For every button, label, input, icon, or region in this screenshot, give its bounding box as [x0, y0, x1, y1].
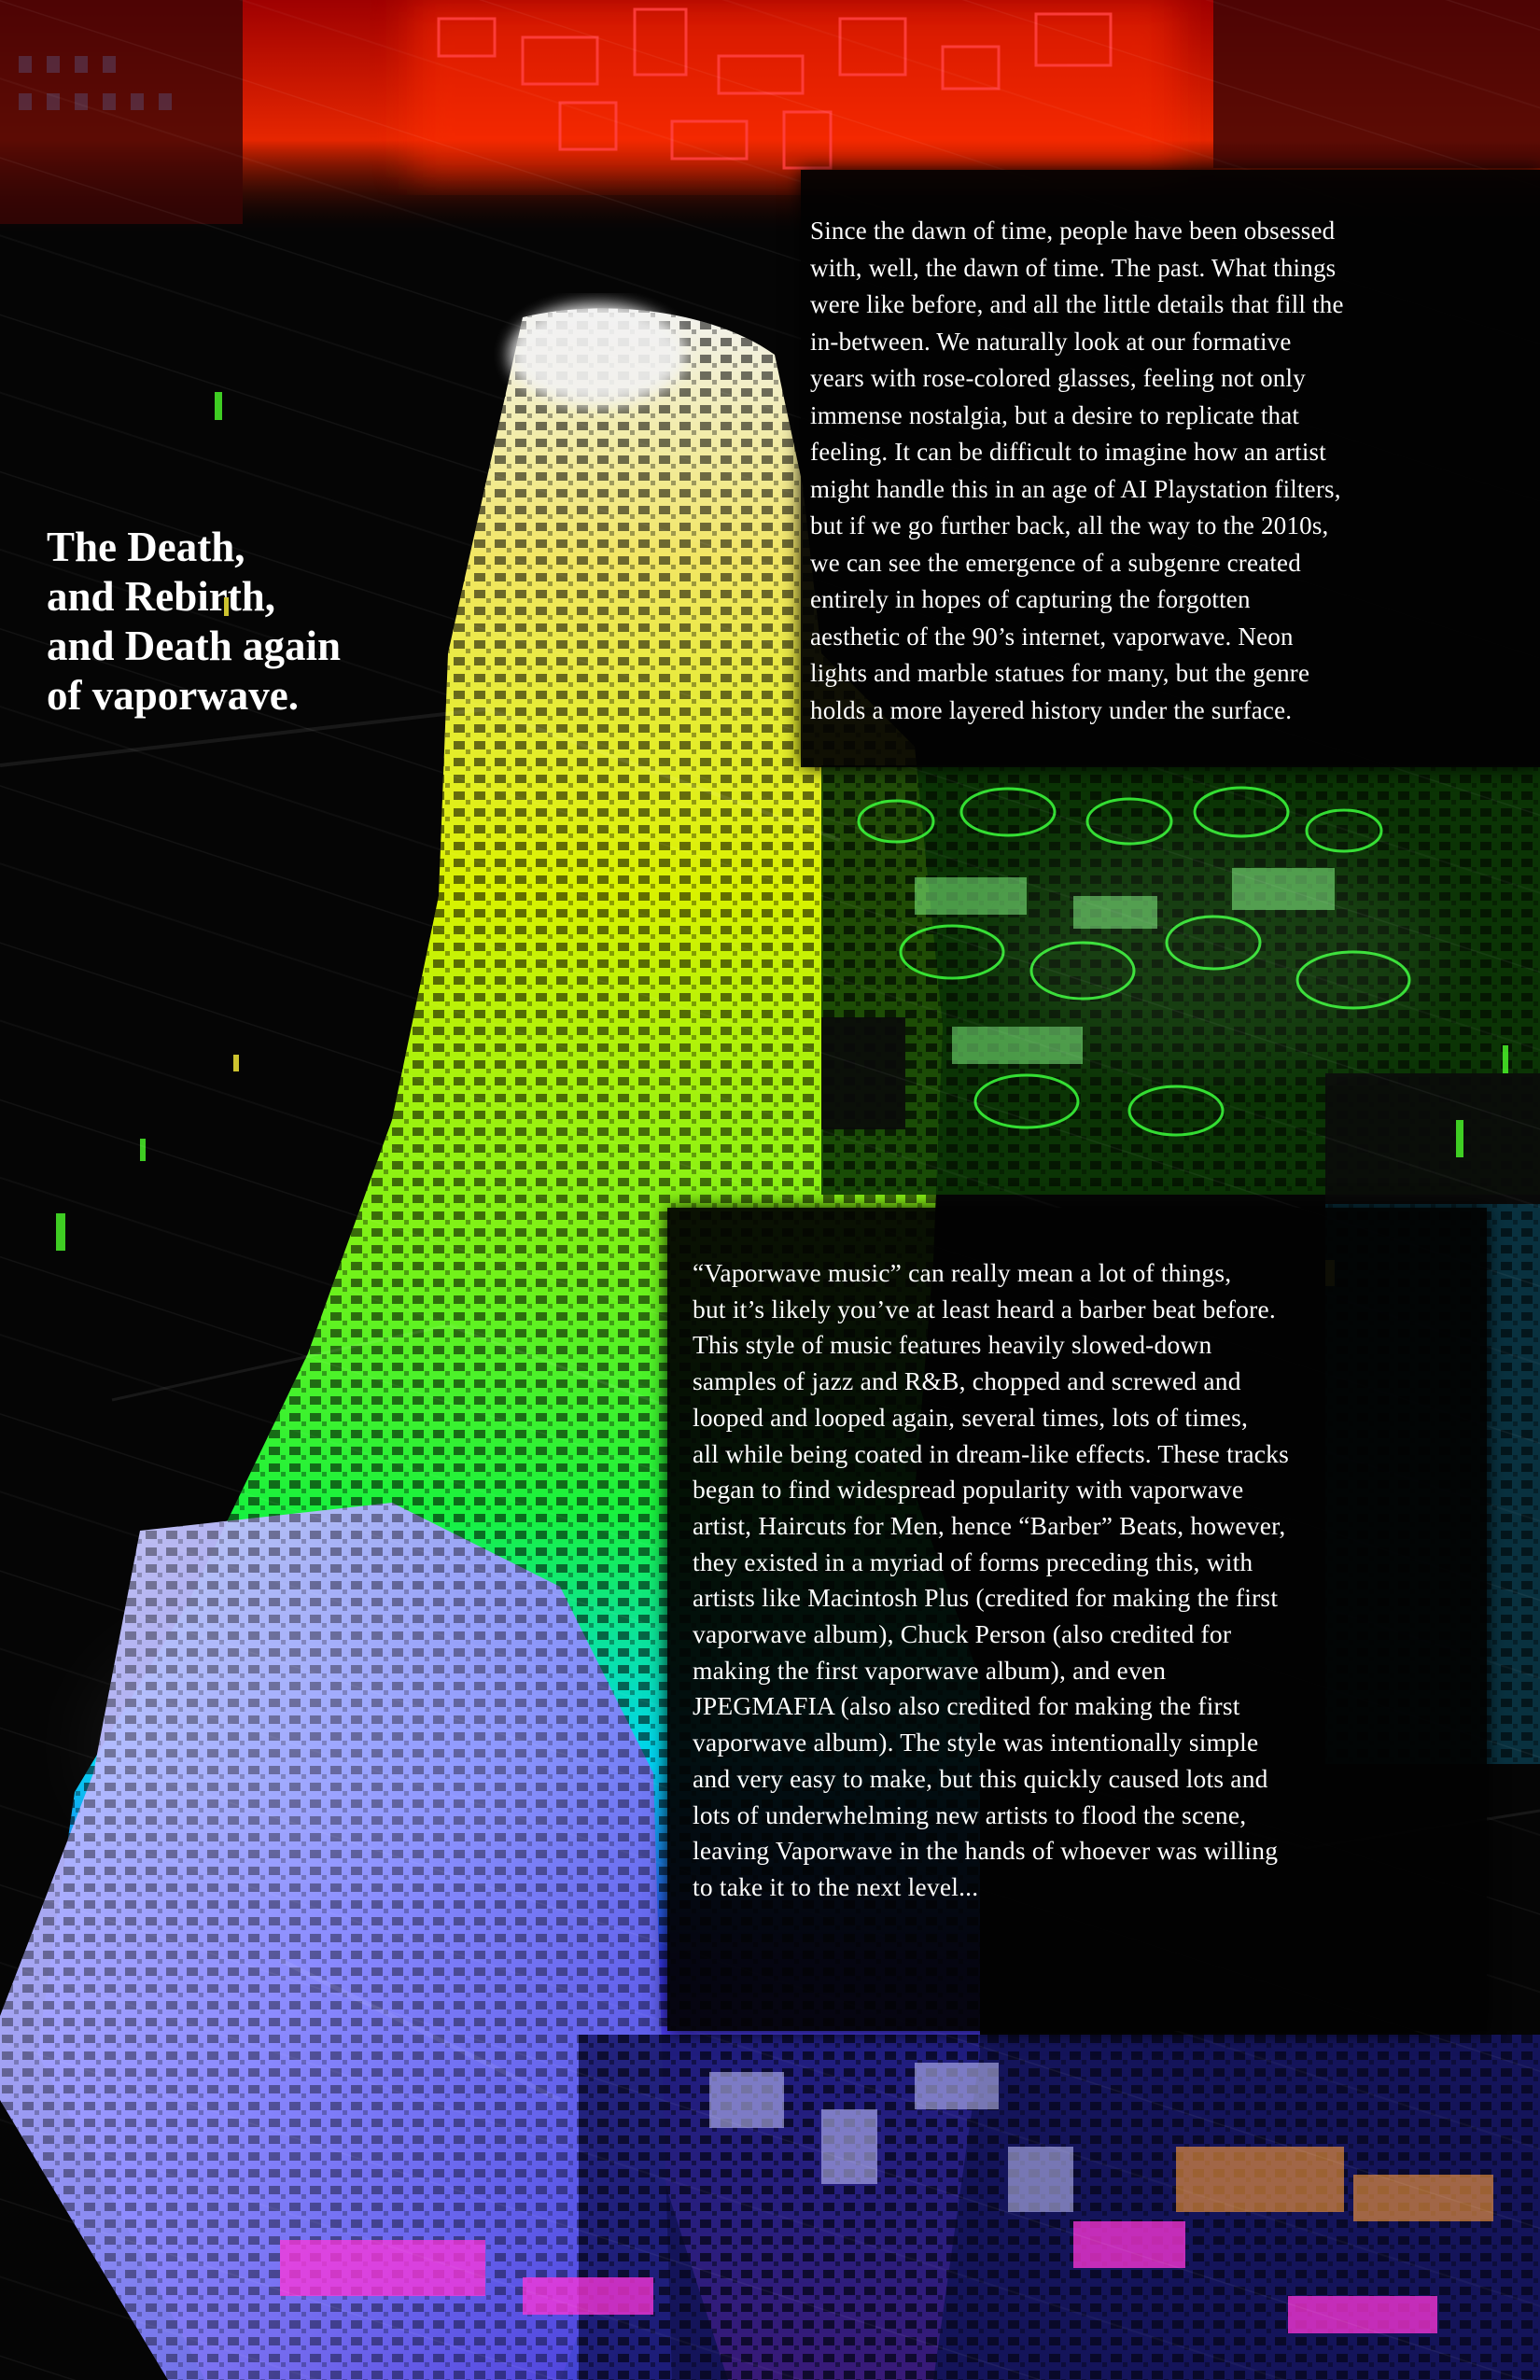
body-line: artists like Macintosh Plus (credited for making the first — [693, 1583, 1279, 1613]
intro-line: lights and marble statues for many, but the genre — [810, 659, 1310, 687]
body-line: leaving Vaporwave in the hands of whoever was willing — [693, 1836, 1279, 1866]
intro-line: aesthetic of the 90’s internet, vaporwave. Neon — [810, 622, 1294, 651]
article-title — [47, 523, 420, 721]
intro-line: feeling. It can be difficult to imagine how an artist — [810, 438, 1326, 466]
body-line: JPEGMAFIA (also also credited for making the first — [693, 1691, 1240, 1721]
intro-line: Since the dawn of time, people have been obsessed — [810, 217, 1336, 245]
intro-paragraph — [810, 213, 1529, 729]
intro-line: immense nostalgia, but a desire to replicate that — [810, 400, 1300, 429]
body-line: to take it to the next level... — [693, 1871, 979, 1901]
body-line: all while being coated in dream-like effects. These tracks — [693, 1438, 1290, 1468]
body-line: began to find widespread popularity with vaporwave — [693, 1475, 1244, 1505]
intro-line: but if we go further back, all the way to the 2010s, — [810, 511, 1329, 539]
body-line: and very easy to make, but this quickly caused lots and — [693, 1763, 1268, 1793]
intro-line: with, well, the dawn of time. The past. What things — [810, 253, 1337, 282]
body-line: they existed in a myriad of forms preceding this, with — [693, 1547, 1253, 1576]
intro-line: might handle this in an age of AI Playstation filters, — [810, 474, 1341, 503]
title-line: of vaporwave. — [47, 672, 299, 719]
body-line: looped and looped again, several times, lots of times, — [693, 1402, 1249, 1432]
body-line: samples of jazz and R&B, chopped and screwed and — [693, 1366, 1241, 1396]
intro-line: holds a more layered history under the surface. — [810, 695, 1293, 724]
intro-line: we can see the emergence of a subgenre created — [810, 548, 1301, 577]
body-line: artist, Haircuts for Men, hence “Barber” Beats, however, — [693, 1510, 1286, 1540]
intro-line: in-between. We naturally look at our formative — [810, 327, 1292, 356]
title-line: and Death again — [47, 623, 342, 669]
title-line: and Rebirth, — [47, 573, 276, 620]
intro-line: years with rose-colored glasses, feeling not only — [810, 364, 1306, 392]
body-line: lots of underwhelming new artists to flood the scene, — [693, 1799, 1247, 1829]
intro-line: entirely in hopes of capturing the forgotten — [810, 585, 1251, 613]
body-line: This style of music features heavily slowed-down — [693, 1330, 1212, 1360]
body-line: but it’s likely you’ve at least heard a barber beat before. — [693, 1294, 1276, 1323]
body-line: vaporwave album). The style was intentionally simple — [693, 1728, 1259, 1757]
body-line: making the first vaporwave album), and even — [693, 1655, 1167, 1685]
intro-line: were like before, and all the little details that fill the — [810, 290, 1344, 318]
title-line: The Death, — [47, 524, 245, 570]
body-line: vaporwave album), Chuck Person (also credited for — [693, 1619, 1232, 1649]
body-paragraph — [693, 1255, 1477, 1906]
body-line: “Vaporwave music” can really mean a lot of things, — [693, 1258, 1232, 1287]
